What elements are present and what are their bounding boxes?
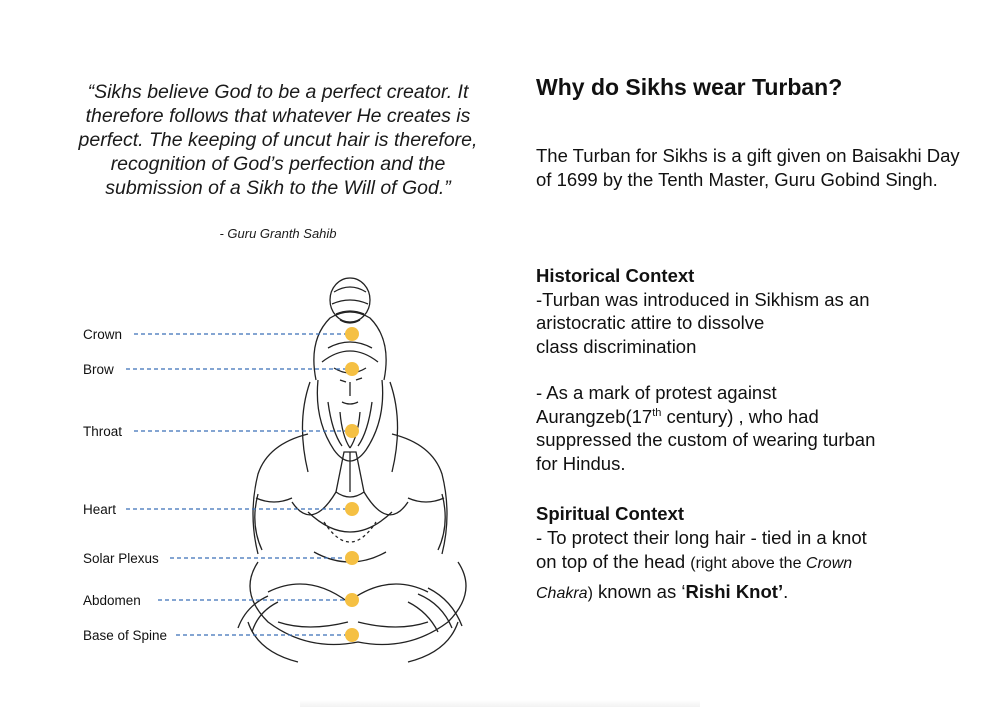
- solar-plexus-chakra-dot: [345, 551, 359, 565]
- spiritual-context-section: [536, 502, 976, 606]
- historical-text-line: aristocratic attire to dissolve: [536, 312, 765, 333]
- page-title: Why do Sikhs wear Turban?: [536, 74, 843, 100]
- base-of-spine-chakra-dot: [345, 628, 359, 642]
- meditating-sage-illustration: [78, 262, 488, 682]
- spiritual-text-line: on top of the head (right above the Crown: [536, 551, 853, 572]
- quote-line: perfect. The keeping of uncut hair is therefore,: [78, 129, 478, 151]
- intro-paragraph: The Turban for Sikhs is a gift given on Baisakhi Day of 1699 by the Tenth Master, Guru Gobind Singh.: [536, 145, 960, 190]
- spiritual-text-line: Chakra) known as ‘Rishi Knot’.: [536, 581, 789, 602]
- historical-text-line: for Hindus.: [536, 452, 626, 474]
- spiritual-context-heading: Spiritual Context: [536, 503, 685, 524]
- crown-chakra-dot: [345, 327, 359, 341]
- historical-context-heading: Historical Context: [536, 265, 695, 286]
- chakra-figure: [78, 262, 488, 682]
- abdomen-chakra-dot: [345, 593, 359, 607]
- historical-text-line: -Turban was introduced in Sikhism as an: [536, 288, 870, 310]
- chakra-label-brow: Brow: [83, 362, 114, 377]
- historical-text-line: Aurangzeb(17th century) , who had: [536, 405, 819, 427]
- chakra-label-crown: Crown: [83, 327, 123, 342]
- chakra-label-throat: Throat: [83, 424, 123, 439]
- brow-chakra-dot: [345, 362, 359, 376]
- chakra-label-solar-plexus: Solar Plexus: [83, 551, 159, 566]
- chakra-markers: [126, 327, 359, 642]
- chakra-label-base-of-spine: Base of Spine: [83, 628, 168, 643]
- historical-text-line: - As a mark of protest against: [536, 382, 777, 403]
- historical-text-line: class discrimination: [536, 335, 697, 357]
- chakra-label-abdomen: Abdomen: [83, 593, 141, 608]
- chakra-label-heart: Heart: [83, 502, 117, 517]
- quote-block: [68, 80, 488, 200]
- historical-text-line: suppressed the custom of wearing turban: [536, 429, 876, 450]
- heart-chakra-dot: [345, 502, 359, 516]
- quote-line: recognition of God’s perfection and the: [110, 153, 446, 175]
- quote-line: “Sikhs believe God to be a perfect creator. It: [87, 81, 469, 103]
- quote-line: submission of a Sikh to the Will of God.”: [105, 177, 451, 199]
- throat-chakra-dot: [345, 424, 359, 438]
- quote-attribution: - Guru Granth Sahib: [219, 226, 337, 241]
- historical-context-section: [536, 264, 976, 475]
- chakra-labels: [83, 327, 167, 643]
- page-bottom-shadow: [300, 700, 700, 707]
- quote-line: therefore follows that whatever He creates is: [85, 105, 471, 127]
- spiritual-text-line: - To protect their long hair - tied in a knot: [536, 527, 867, 548]
